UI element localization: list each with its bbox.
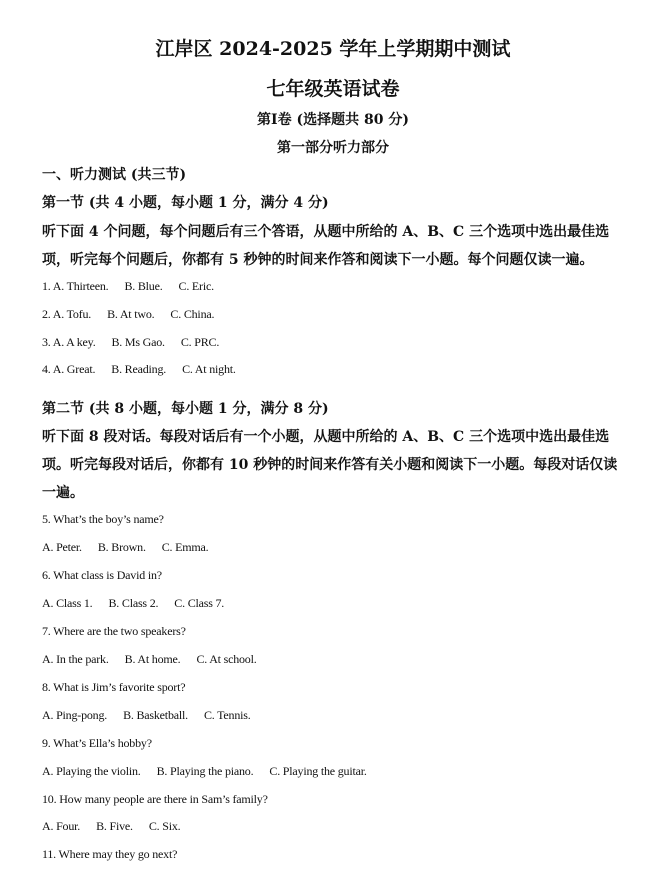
- option-c: C. Class 7.: [174, 596, 225, 610]
- part-heading: 第一部分听力部分: [277, 140, 389, 156]
- question-2: [42, 307, 214, 322]
- option-c: C. China.: [170, 307, 215, 321]
- option-b: B. Reading.: [111, 362, 167, 376]
- question-1: [42, 279, 214, 294]
- option-b: B. Basketball.: [123, 708, 188, 722]
- option-c: C. At school.: [196, 652, 257, 666]
- option-b: B. Playing the piano.: [156, 764, 254, 778]
- option-c: C. Playing the guitar.: [269, 764, 367, 778]
- section2-instruction-line: 项。听完每段对话后，你都有 10 秒钟的时间来作答有关小题和阅读下一小题。每段对话仅读: [42, 457, 618, 473]
- question-3: [42, 335, 219, 350]
- section1-sub-heading: 第一节 (共 4 小题，每小题 1 分，满分 4 分): [42, 195, 329, 211]
- section-heading: 一、听力测试 (共三节): [42, 167, 187, 183]
- option-a: 4. A. Great.: [42, 362, 96, 376]
- option-a: 1. A. Thirteen.: [42, 279, 109, 293]
- section2-instruction-line: 听下面 8 段对话。每段对话后有一个小题，从题中所给的 A、B、C 三个选项中选出最佳选: [42, 429, 610, 445]
- question-8-stem: 8. What is Jim’s favorite sport?: [42, 680, 186, 694]
- question-5-stem: 5. What’s the boy’s name?: [42, 512, 164, 526]
- question-10-options: [42, 819, 180, 834]
- option-c: C. Six.: [148, 819, 181, 833]
- section2-instruction-line: 一遍。: [42, 485, 84, 501]
- section2-sub-heading: 第二节 (共 8 小题，每小题 1 分，满分 8 分): [42, 401, 329, 417]
- option-a: A. Ping-pong.: [42, 708, 108, 722]
- option-b: B. Ms Gao.: [111, 335, 165, 349]
- question-9-options: [42, 764, 367, 779]
- question-9-stem: 9. What’s Ella’s hobby?: [42, 736, 152, 750]
- option-a: 2. A. Tofu.: [42, 307, 92, 321]
- question-6-options: [42, 596, 224, 611]
- question-10-stem: 10. How many people are there in Sam’s family?: [42, 792, 268, 806]
- question-8-options: [42, 708, 251, 723]
- paper-heading: 第Ⅰ卷 (选择题共 80 分): [257, 112, 409, 128]
- question-7-options: [42, 652, 257, 667]
- question-6-stem: 6. What class is David in?: [42, 568, 162, 582]
- option-a: A. In the park.: [42, 652, 109, 666]
- option-a: A. Playing the violin.: [42, 764, 141, 778]
- option-b: B. At two.: [107, 307, 155, 321]
- option-b: B. Five.: [96, 819, 133, 833]
- option-a: A. Class 1.: [42, 596, 93, 610]
- option-c: C. PRC.: [180, 335, 220, 349]
- option-b: B. Blue.: [124, 279, 163, 293]
- option-a: A. Four.: [42, 819, 81, 833]
- option-c: C. Emma.: [161, 540, 209, 554]
- option-a: 3. A. A key.: [42, 335, 96, 349]
- section1-instruction-line: 项，听完每个问题后，你都有 5 秒钟的时间来作答和阅读下一小题。每个问题仅读一遍。: [42, 252, 594, 268]
- option-b: B. At home.: [124, 652, 181, 666]
- option-c: C. Eric.: [178, 279, 214, 293]
- exam-title: 江岸区 2024-2025 学年上学期期中测试: [155, 38, 511, 60]
- option-a: A. Peter.: [42, 540, 82, 554]
- option-b: B. Brown.: [97, 540, 146, 554]
- question-4: [42, 362, 236, 377]
- question-7-stem: 7. Where are the two speakers?: [42, 624, 186, 638]
- option-c: C. At night.: [182, 362, 236, 376]
- section1-instruction-line: 听下面 4 个问题，每个问题后有三个答语，从题中所给的 A、B、C 三个选项中选出最佳选: [42, 224, 610, 240]
- question-11-stem: 11. Where may they go next?: [42, 847, 178, 861]
- option-c: C. Tennis.: [203, 708, 251, 722]
- exam-subtitle: 七年级英语试卷: [266, 78, 400, 100]
- question-5-options: [42, 540, 208, 555]
- option-b: B. Class 2.: [108, 596, 159, 610]
